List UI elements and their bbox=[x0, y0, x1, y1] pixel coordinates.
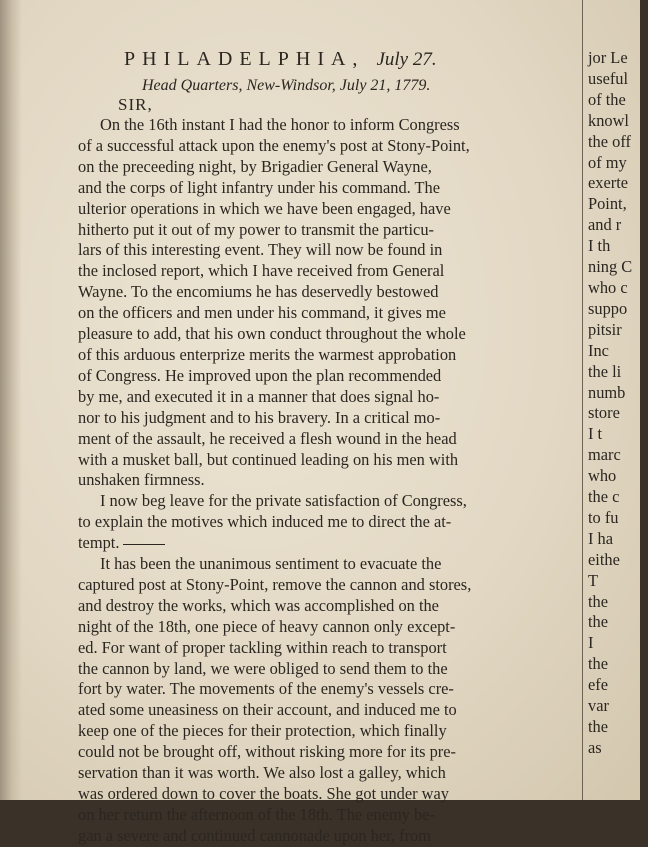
fragment-line: pitsir bbox=[588, 319, 622, 339]
paragraph-2 bbox=[78, 491, 583, 554]
text-line: could not be brought off, without risking more for its pre- bbox=[78, 742, 456, 762]
text-line: was ordered down to cover the boats. She got under way bbox=[78, 784, 449, 803]
text-line: by me, and executed it in a manner that does signal ho- bbox=[78, 386, 440, 406]
fragment-line: the off bbox=[588, 131, 631, 151]
text-line: and destroy the works, which was accomplished on the bbox=[78, 595, 439, 615]
fragment-line: and r bbox=[588, 215, 622, 235]
text-line: ed. For want of proper tackling within reach to transport bbox=[78, 637, 447, 657]
letter-headquarters: Head Quarters, New-Windsor, July 21, 1779. bbox=[142, 77, 431, 94]
text-line: on her return the afternoon of the 18th. The enemy be- bbox=[78, 804, 435, 824]
text-line: of this arduous enterprize merits the warmest approbation bbox=[78, 344, 457, 364]
fragment-line: as bbox=[588, 737, 602, 757]
text-line: servation than it was worth. We also lost a galley, which bbox=[78, 763, 446, 783]
fragment-line: of my bbox=[588, 152, 627, 172]
fragment-line: ning C bbox=[588, 257, 633, 277]
main-column bbox=[78, 48, 583, 847]
fragment-line: the bbox=[588, 654, 609, 674]
fragment-line: useful bbox=[588, 68, 629, 88]
text-line: nor to his judgment and to his bravery. In a critical mo- bbox=[78, 407, 441, 427]
fragment-line: marc bbox=[588, 445, 621, 465]
text-line: ment of the assault, he received a flesh wound in the head bbox=[78, 428, 457, 448]
fragment-line: the bbox=[588, 591, 609, 611]
text-line: of a successful attack upon the enemy's post at Stony-Point, bbox=[78, 135, 470, 155]
text-line: On the 16th instant I had the honor to inform Congress bbox=[100, 115, 460, 134]
paragraph-rule bbox=[123, 544, 165, 545]
text-line: pleasure to add, that his own conduct throughout the whole bbox=[78, 324, 466, 344]
fragment-line: the bbox=[588, 612, 609, 632]
fragment-line: Inc bbox=[588, 340, 609, 360]
adjacent-column-fragment bbox=[588, 48, 648, 759]
dateline-city: PHILADELPHIA, bbox=[124, 48, 365, 70]
paragraph-3 bbox=[78, 554, 583, 847]
text-line: on the officers and men under his command, it gives me bbox=[78, 303, 446, 323]
fragment-line: Point, bbox=[588, 194, 627, 214]
text-line: captured post at Stony-Point, remove the cannon and stores, bbox=[78, 574, 472, 594]
dateline bbox=[124, 48, 583, 71]
fragment-line: the c bbox=[588, 487, 620, 507]
text-line: the inclosed report, which I have received from General bbox=[78, 261, 445, 281]
page-gutter-shadow bbox=[0, 0, 22, 800]
dateline-date: July 27. bbox=[376, 49, 437, 70]
fragment-line: the li bbox=[588, 361, 622, 381]
text-line: night of the 18th, one piece of heavy cannon only except- bbox=[78, 616, 456, 636]
fragment-line: suppo bbox=[588, 298, 628, 318]
text-line: to explain the motives which induced me to direct the at- bbox=[78, 512, 452, 532]
text-line: ated some uneasiness on their account, and induced me to bbox=[78, 700, 457, 720]
fragment-line: I t bbox=[588, 424, 603, 444]
text-line: on the preceeding night, by Brigadier General Wayne, bbox=[78, 156, 432, 176]
text-line: the cannon by land, we were obliged to send them to the bbox=[78, 658, 448, 678]
text-line: Wayne. To the encomiums he has deservedly bestowed bbox=[78, 282, 439, 302]
fragment-line: who c bbox=[588, 277, 628, 297]
paragraph-1 bbox=[78, 115, 583, 491]
fragment-line: to fu bbox=[588, 507, 619, 527]
text-line: unshaken firmness. bbox=[78, 470, 205, 490]
fragment-line: eithe bbox=[588, 549, 620, 569]
fragment-line: of the bbox=[588, 89, 626, 109]
letter-body bbox=[78, 115, 583, 847]
text-line: of Congress. He improved upon the plan recommended bbox=[78, 365, 442, 385]
fragment-line: T bbox=[588, 570, 599, 590]
text-line: keep one of the pieces for their protection, which finally bbox=[78, 721, 447, 741]
fragment-line: who bbox=[588, 466, 617, 486]
fragment-line: knowl bbox=[588, 110, 629, 130]
text-line: ulterior operations in which we have been engaged, have bbox=[78, 198, 451, 218]
fragment-line: store bbox=[588, 403, 620, 423]
fragment-line: efe bbox=[588, 675, 609, 695]
text-line: with a musket ball, but continued leading on his men with bbox=[78, 449, 459, 469]
fragment-line: var bbox=[588, 696, 609, 716]
text-line: hitherto put it out of my power to transmit the particu- bbox=[78, 219, 434, 239]
fragment-line: numb bbox=[588, 382, 626, 402]
letter-salutation: SIR, bbox=[118, 95, 153, 114]
text-line: gan a severe and continued cannonade upon her, from bbox=[78, 825, 431, 845]
text-line: I now beg leave for the private satisfaction of Congress, bbox=[100, 491, 467, 511]
fragment-line: the bbox=[588, 717, 609, 736]
fragment-line: jor Le bbox=[588, 48, 628, 67]
fragment-line: I ha bbox=[588, 528, 614, 548]
text-line: tempt. bbox=[78, 533, 583, 554]
fragment-line: I bbox=[588, 633, 594, 653]
fragment-line: I th bbox=[588, 236, 611, 256]
fragment-line: exerte bbox=[588, 173, 629, 193]
text-line: fort by water. The movements of the enemy's vessels cre- bbox=[78, 679, 454, 699]
text-line: and the corps of light infantry under his command. The bbox=[78, 177, 441, 197]
text-line: lars of this interesting event. They will now be found in bbox=[78, 240, 443, 260]
text-line: It has been the unanimous sentiment to evacuate the bbox=[100, 554, 442, 574]
